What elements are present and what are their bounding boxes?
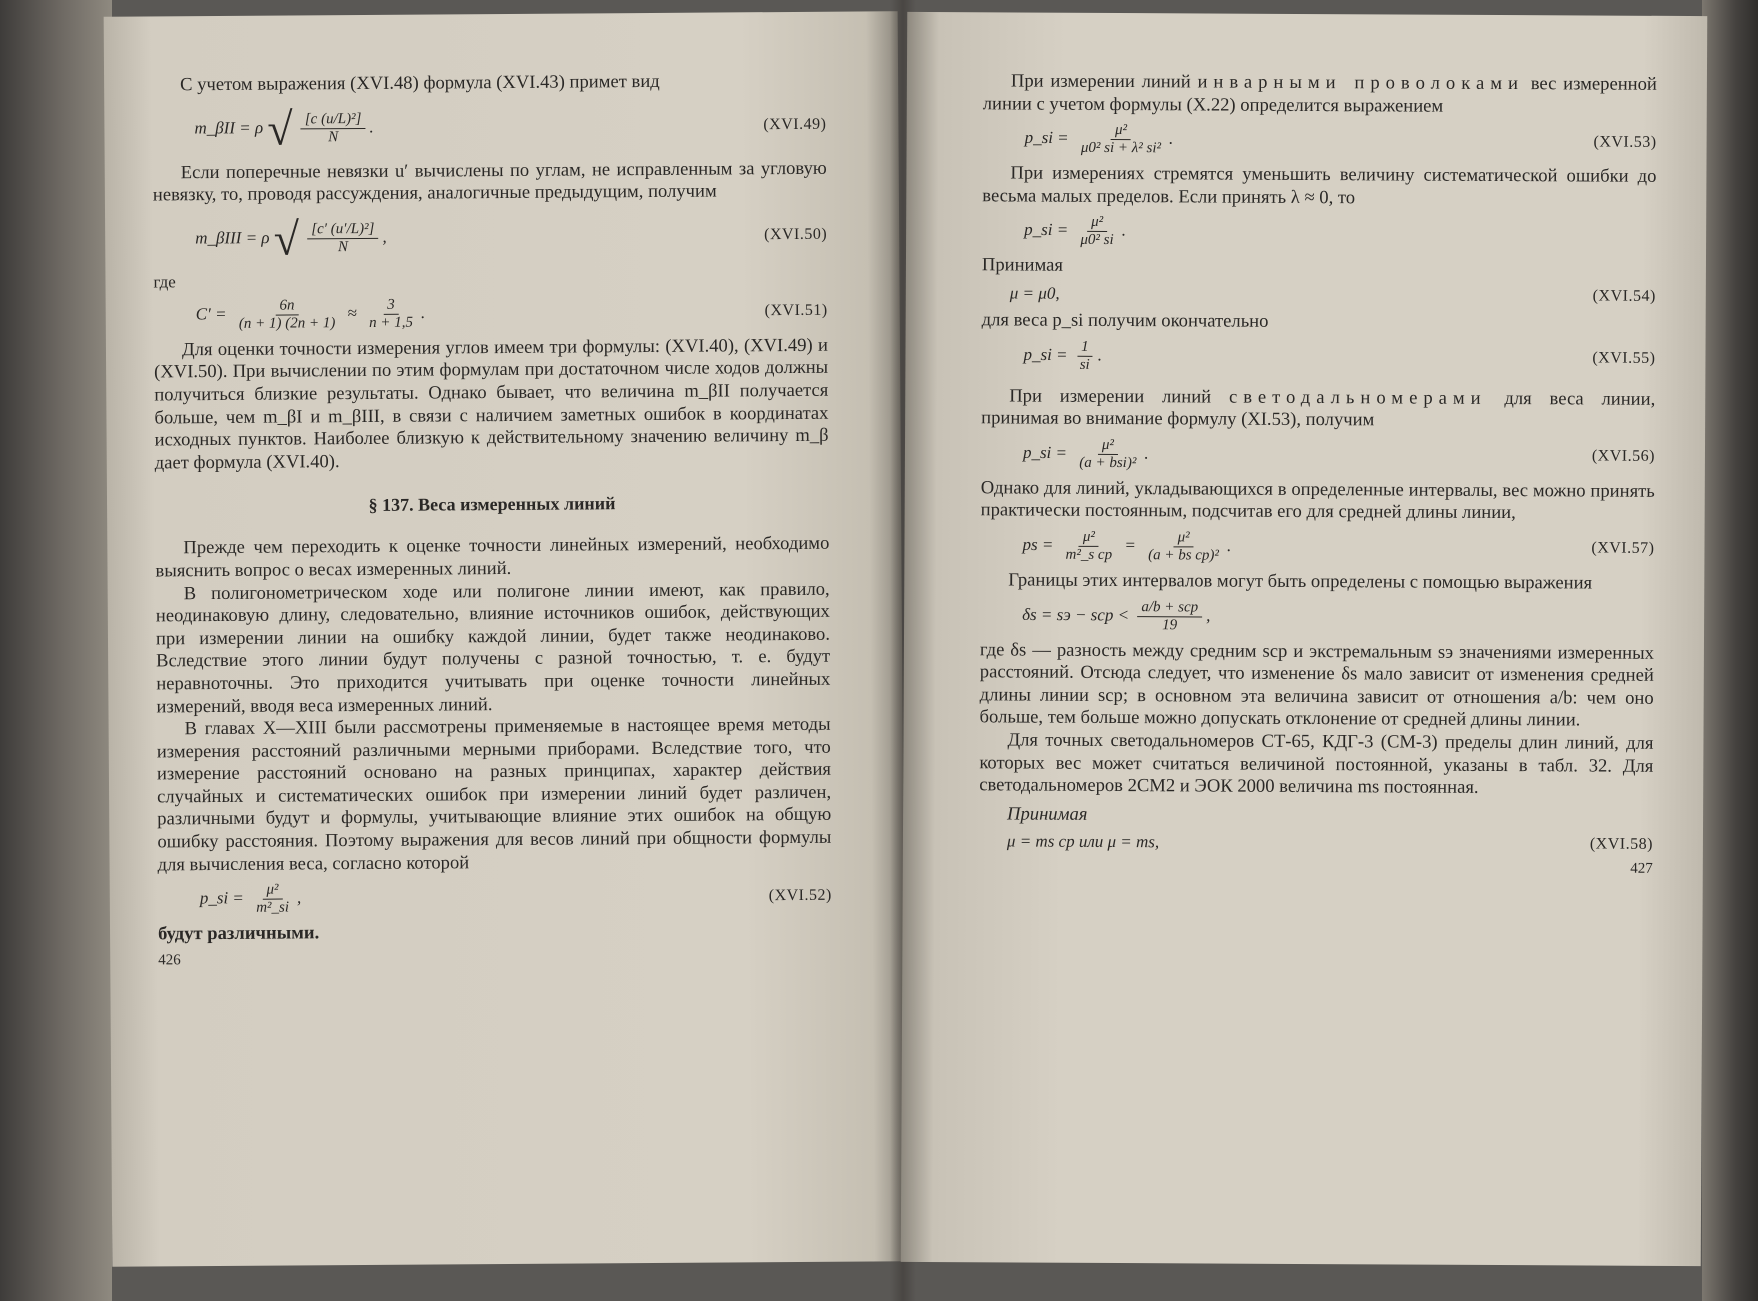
where-label: где bbox=[153, 272, 176, 292]
spaced-term: инварными проволоками bbox=[1197, 71, 1525, 95]
left-page bbox=[104, 11, 907, 1267]
sqrt-symbol: √ bbox=[273, 213, 300, 265]
paragraph: Принимая bbox=[981, 254, 1064, 277]
paragraph: Для точных светодальномеров СТ-65, КДГ-3 (СМ-3) пределы длин линий, для которых вес может считаться величиной постоянной, указаны в табл. 32. Для светодальномеров 2СМ2 и ЭОК 2000 величина ms постоянная. bbox=[979, 729, 1654, 799]
approx-sign: ≈ bbox=[347, 303, 357, 323]
section-heading: § 137. Веса измеренных линий bbox=[368, 493, 616, 516]
formula-number: (XVI.54) bbox=[1592, 287, 1656, 305]
formula-XVI-56: p_si = $\frac{\text{μ²}}{\text{(a + bsi)²}}$ . (XVI.56) bbox=[1022, 436, 1656, 471]
paragraph: для веса p_si получим окончательно bbox=[981, 309, 1269, 332]
formula-XVI-55: p_si = $\frac{1}{si}$ . (XVI.55) bbox=[1023, 338, 1656, 373]
denominator: μ0² si bbox=[1080, 232, 1114, 249]
text-line: С учетом выражения (XVI.48) формула (XVI.43) примет вид bbox=[180, 70, 660, 96]
numerator: μ² bbox=[1079, 529, 1099, 547]
denominator: (n + 1) (2n + 1) bbox=[238, 314, 336, 332]
formula-expr: μ = μ0, bbox=[1009, 283, 1060, 303]
equals-sign: = bbox=[1124, 535, 1136, 555]
paragraph bbox=[981, 385, 1655, 434]
page-number: 426 bbox=[158, 952, 181, 969]
formula-number: (XVI.51) bbox=[764, 302, 828, 320]
formula-XVI-50: m_βIII = ρ √ $\frac{\text{[c′ (u′/L)²]}}{N}$ , (XVI.50) bbox=[195, 213, 828, 265]
formula-lhs: m_βII = ρ bbox=[194, 117, 264, 138]
paragraph: Для оценки точности измерения углов имеем три формулы: (XVI.40), (XVI.49) и (XVI.50). При вычислении по этим формулам при достаточном числе ходов должны получиться близкие результаты. Однако бывает, что величина m_βII получается больше, чем m_βI и m_βIII, в связи с наличием заметных ошибок в координатах исходных пунктов. Наиболее близкую к действительному значению величину m_β дает формула (XVI.40). bbox=[154, 334, 829, 474]
numerator: μ² bbox=[1174, 529, 1194, 547]
paragraph: Прежде чем переходить к оценке точности линейных измерений, необходимо выяснить вопрос о весах измеренных линий. bbox=[155, 533, 830, 582]
paragraph: Если поперечные невязки u′ вычислены по углам, не исправленным за угловую невязку, то, проводя рассуждения, аналогичные предыдущим, получим bbox=[152, 157, 827, 206]
denominator: si bbox=[1079, 356, 1090, 373]
denominator: n + 1,5 bbox=[369, 314, 414, 331]
numerator: [c′ (u′/L)²] bbox=[307, 221, 378, 239]
numerator: μ² bbox=[1098, 437, 1118, 455]
formula-lhs: p_si = bbox=[1022, 442, 1068, 462]
paragraph: где δs — разность между средним sср и экстремальным sэ значениями измеренных расстояний. Отсюда следует, что изменение δs мало зависит от изменения средней длины линии sср; в основном эта величина зависит от отношения a/b: чем оно больше, тем больше можно допускать отклонение от средней длины линии. bbox=[979, 638, 1654, 731]
numerator: 1 bbox=[1077, 338, 1093, 356]
sqrt-symbol: √ bbox=[267, 103, 293, 155]
paragraph bbox=[983, 70, 1657, 119]
numerator: [c (u/L)²] bbox=[301, 111, 366, 129]
paragraph: будут различными. bbox=[157, 922, 320, 945]
formula-number: (XVI.55) bbox=[1592, 349, 1656, 367]
formula-lhs: p_si = bbox=[1023, 344, 1068, 364]
numerator: 3 bbox=[383, 297, 399, 315]
denominator: (a + bs ср)² bbox=[1148, 547, 1219, 564]
numerator: μ² bbox=[262, 882, 282, 900]
denominator: μ0² si + λ² si² bbox=[1080, 140, 1162, 157]
numerator: a/b + sср bbox=[1137, 599, 1202, 617]
formula-lhs: p_si = bbox=[1024, 128, 1069, 148]
formula-lhs: p_si = bbox=[1024, 220, 1069, 240]
denominator: N bbox=[328, 128, 339, 145]
denominator: 19 bbox=[1162, 616, 1178, 633]
page-number: 427 bbox=[1630, 860, 1653, 878]
formula-number: (XVI.57) bbox=[1591, 539, 1655, 558]
numerator: μ² bbox=[1087, 214, 1107, 232]
paragraph: Принимая bbox=[1007, 803, 1088, 825]
text-span: При измерении линий bbox=[1009, 385, 1212, 408]
right-page bbox=[901, 12, 1708, 1266]
formula-number: (XVI.52) bbox=[768, 886, 832, 904]
formula-number: (XVI.58) bbox=[1589, 835, 1653, 854]
paragraph: В полигонометрическом ходе или полигоне линии имеют, как правило, неодинаковую длину, следовательно, влияние источников ошибок, действующих при измерении линии на ошибку каждой линии, будет также неодинаково. Вследствие этого линии будут получены с разной точностью, т. е. будут неравноточны. Это приходится учитывать при оценке точности линейных измерений, вводя веса измеренных линий. bbox=[155, 578, 831, 717]
formula-XVI-58 bbox=[979, 832, 1653, 856]
formula-unnumbered: p_si = $\frac{\text{μ²}}{\text{μ0² si}}$ . bbox=[1024, 214, 1127, 249]
formula-number: (XVI.50) bbox=[764, 226, 828, 244]
formula-tail: , bbox=[1206, 605, 1211, 625]
formula-lhs: m_βIII = ρ bbox=[195, 227, 270, 248]
formula-lhs: δs = sэ − sср < bbox=[1022, 604, 1130, 625]
formula-XVI-54 bbox=[982, 283, 1656, 307]
text-span: вес измеренной линии с учетом формулы (X.22) определится выражением bbox=[982, 73, 1657, 117]
paragraph: Однако для линий, укладывающихся в определенные интервалы, вес можно принять практически постоянным, подсчитав его для средней длины линии, bbox=[980, 477, 1655, 524]
paragraph: Границы этих интервалов могут быть определены с помощью выражения bbox=[1008, 569, 1593, 594]
formula-lhs: ps = bbox=[1022, 534, 1054, 555]
formula-number: (XVI.49) bbox=[763, 115, 827, 134]
formula-number: (XVI.56) bbox=[1591, 447, 1656, 466]
formula-expr: μ = ms ср или μ = ms, bbox=[1006, 831, 1160, 852]
text-span: При измерении линий bbox=[1010, 70, 1191, 93]
paragraph: В главах X—XIII были рассмотрены применяемые в настоящее время методы измерения расстояний различными мерными приборами. Вследствие того, что измерение расстояний основано на разных принципах, характер действия случайных и систематических ошибок при измерении линий будет различен, различными будут и формулы, учитывающие влияние этих ошибок на общую ошибку расстояния. Поэтому выражения для весов линий при общности формулы для вычисления веса, согласно которой bbox=[156, 713, 832, 876]
formula-delta bbox=[980, 598, 1654, 637]
formula-XVI-53: p_si = $\frac{\text{μ²}}{\text{μ0² si + λ² si²}}$ . (XVI.53) bbox=[1024, 122, 1657, 157]
denominator: N bbox=[337, 238, 349, 255]
formula-XVI-52 bbox=[158, 878, 832, 918]
text-span: для веса линии, принимая во внимание формулу (XI.53), получим bbox=[981, 387, 1656, 431]
formula-lhs: C′ = bbox=[195, 304, 227, 324]
book-cover-right bbox=[1702, 0, 1758, 1301]
formula-lhs: p_si = bbox=[199, 888, 244, 908]
numerator: 6n bbox=[275, 297, 298, 315]
spaced-term: светодальномерами bbox=[1228, 386, 1487, 409]
book-cover-left bbox=[0, 0, 112, 1301]
paragraph: При измерениях стремятся уменьшить величину систематической ошибки до весьма малых пределов. Если принять λ ≈ 0, то bbox=[982, 162, 1657, 209]
formula-XVI-57: ps = $\frac{\text{μ²}}{\text{m²\_s ср}}$ = $\frac{\text{μ²}}{\text{(a + bs ср)²}}$ . (XVI.57) bbox=[1022, 528, 1655, 564]
numerator: μ² bbox=[1111, 122, 1131, 140]
denominator: m²_si bbox=[256, 899, 290, 916]
formula-number: (XVI.53) bbox=[1593, 133, 1657, 151]
denominator: m²_s ср bbox=[1065, 546, 1113, 563]
formula-XVI-51: C′ = $\frac{6n}{(n + 1) (2n + 1)}$ ≈ $\frac{3}{n + 1,5}$ . (XVI.51) bbox=[195, 296, 828, 332]
denominator: (a + bsi)² bbox=[1079, 454, 1137, 471]
formula-tail: , bbox=[296, 888, 302, 908]
formula-XVI-49: m_βII = ρ √ $\frac{\text{[c (u/L)²]}}{N}$ . (XVI.49) bbox=[194, 103, 827, 155]
